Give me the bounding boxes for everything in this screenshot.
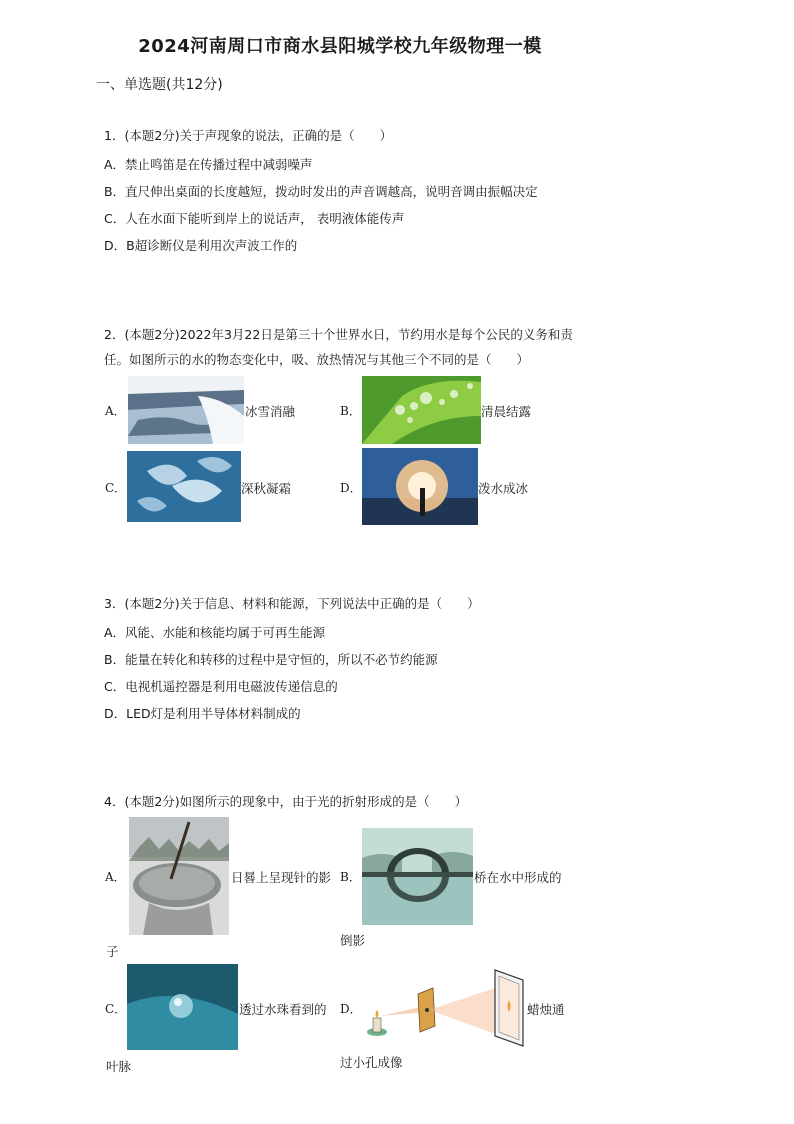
question-1-stem: 1．(本题2分)关于声现象的说法，正确的是（ ） — [104, 128, 393, 143]
water-droplet-leaf-image — [127, 964, 238, 1050]
question-4-d-text-cont: 过小孔成像 — [340, 1055, 403, 1070]
frost-leaves-image — [127, 451, 241, 522]
question-2-stem-line2: 任。如图所示的水的物态变化中，吸、放热情况与其他三个不同的是（ ） — [104, 352, 530, 367]
question-2-b-label: B． — [340, 404, 361, 418]
question-4-c-text-cont: 叶脉 — [106, 1059, 132, 1074]
question-2-c-text: 深秋凝霜 — [241, 481, 292, 496]
question-4-c-label: C． — [105, 1002, 127, 1016]
question-1-option-a: A．禁止鸣笛是在传播过程中减弱噪声 — [104, 157, 313, 172]
ice-melting-image — [128, 376, 244, 444]
question-1-option-b: B．直尺伸出桌面的长度越短，拨动时发出的声音调越高，说明音调由振幅决定 — [104, 184, 538, 199]
question-3-option-a: A．风能、水能和核能均属于可再生能源 — [104, 625, 326, 640]
question-2-b-text: 清晨结露 — [481, 404, 532, 419]
question-2-c-label: C． — [105, 481, 127, 495]
question-2-d-text: 泼水成冰 — [478, 481, 529, 496]
page-title: 2024河南周口市商水县阳城学校九年级物理一模 — [138, 36, 542, 57]
question-4-c-text: 透过水珠看到的 — [239, 1002, 327, 1017]
question-2-stem-line1: 2．(本题2分)2022年3月22日是第三十个世界水日，节约用水是每个公民的义务和责 — [104, 327, 573, 342]
question-4-a-text: 日晷上呈现针的影 — [231, 870, 332, 885]
question-4-stem: 4．(本题2分)如图所示的现象中，由于光的折射形成的是（ ） — [104, 794, 468, 809]
sundial-image — [129, 817, 229, 935]
question-3-option-b: B．能量在转化和转移的过程中是守恒的，所以不必节约能源 — [104, 652, 438, 667]
pinhole-camera-diagram — [363, 966, 525, 1048]
bridge-reflection-image — [362, 828, 473, 925]
question-4-a-text-cont: 子 — [106, 944, 119, 959]
question-3-option-d: D．LED灯是利用半导体材料制成的 — [104, 706, 301, 721]
section-heading: 一、单选题(共12分) — [96, 77, 223, 93]
morning-dew-image — [362, 376, 481, 444]
question-2-a-text: 冰雪消融 — [245, 404, 296, 419]
water-to-ice-image — [362, 448, 478, 525]
question-4-b-text: 桥在水中形成的 — [474, 870, 562, 885]
question-4-b-text-cont: 倒影 — [340, 933, 366, 948]
question-4-a-label: A． — [105, 870, 126, 884]
question-1-option-d: D．B超诊断仪是利用次声波工作的 — [104, 238, 298, 253]
question-4-d-label: D． — [340, 1002, 362, 1016]
question-2-d-label: D． — [340, 481, 362, 495]
question-3-stem: 3．(本题2分)关于信息、材料和能源，下列说法中正确的是（ ） — [104, 596, 480, 611]
question-3-option-c: C．电视机遥控器是利用电磁波传递信息的 — [104, 679, 338, 694]
question-1-option-c: C．人在水面下能听到岸上的说话声， 表明液体能传声 — [104, 211, 405, 226]
question-2-a-label: A． — [105, 404, 126, 418]
question-4-d-text: 蜡烛通 — [527, 1002, 565, 1017]
question-4-b-label: B． — [340, 870, 361, 884]
